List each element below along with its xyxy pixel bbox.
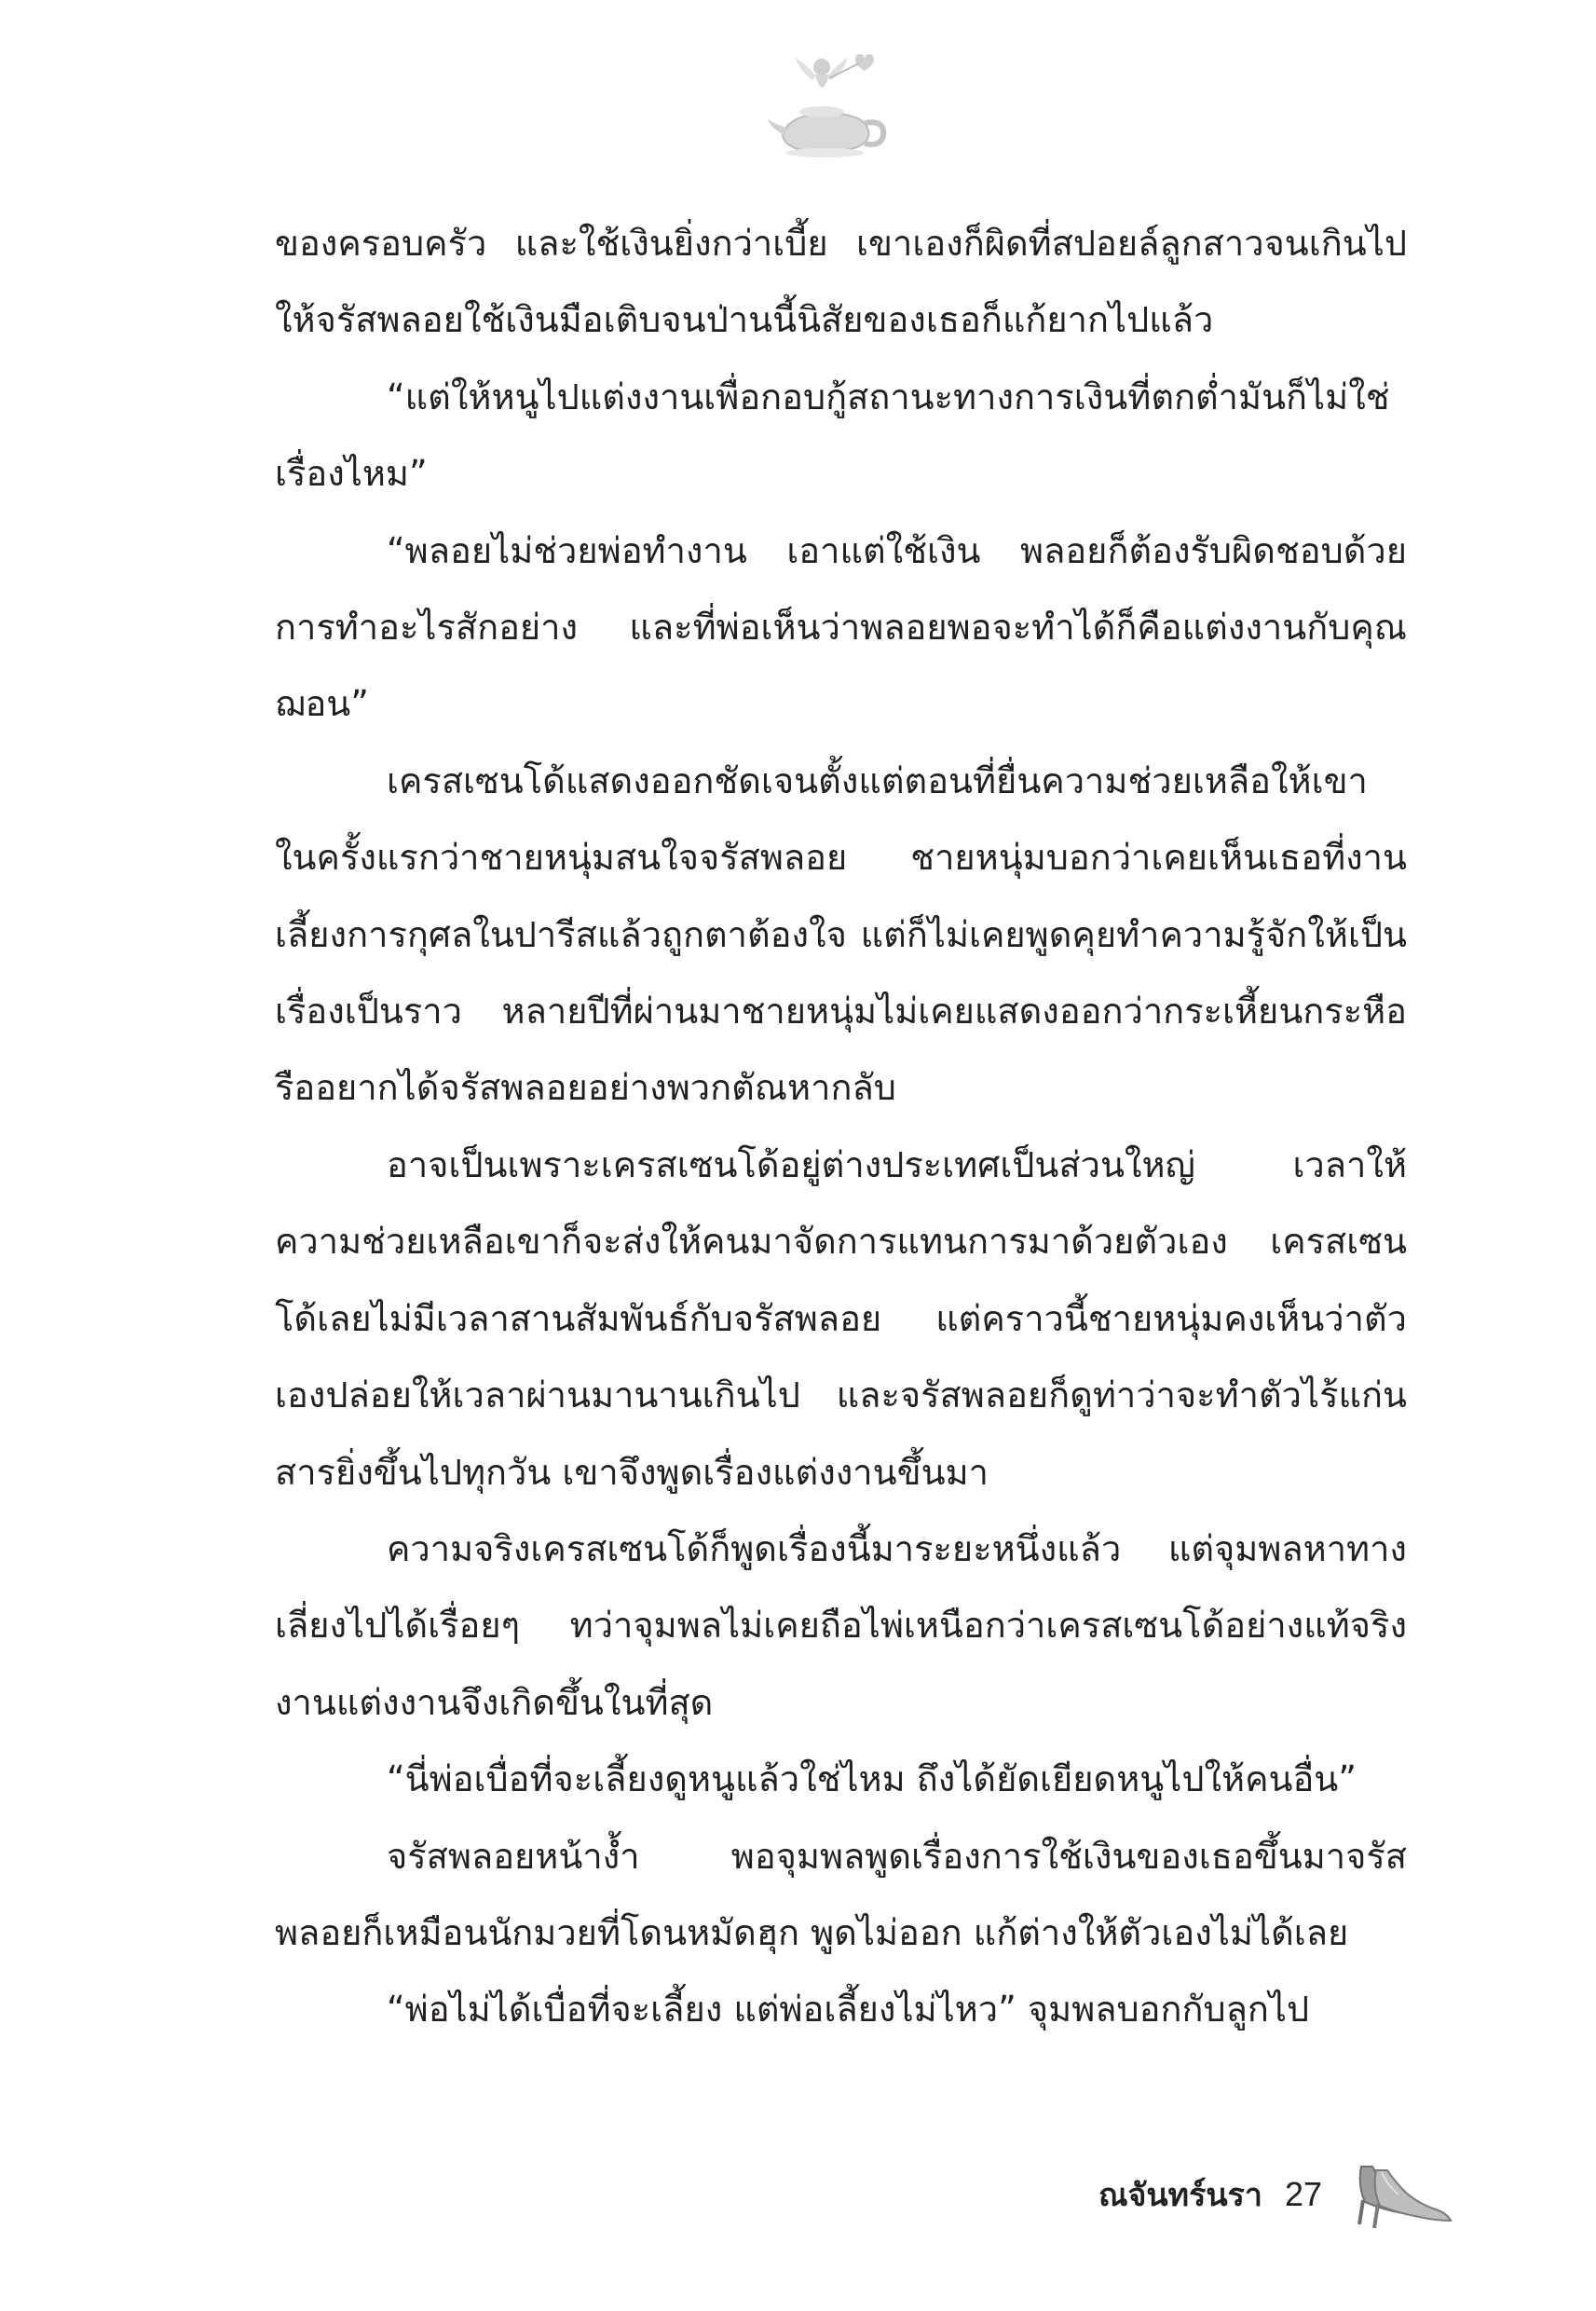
paragraph-5: อาจเป็นเพราะเครสเซนโด้อยู่ต่างประเทศเป็นส่วนใหญ่ เวลาให้ความช่วยเหลือเขาก็จะส่งให้คนมาจัดการแทนการมาด้วยตัวเอง เครสเซนโด้เลยไม่มีเวลาสานสัมพันธ์กับจรัสพลอย แต่คราวนี้ชายหนุ่มคงเห็นว่าตัวเองปล่อยให้เวลาผ่านมานานเกินไป และจรัสพลอยก็ดูท่าว่าจะทำตัวไร้แก่นสารยิ่งขึ้นไปทุกวัน เขาจึงพูดเรื่องแต่งงานขึ้นมา: [275, 1143, 1407, 1493]
paragraph-8: จรัสพลอยหน้างํ้า พอจุมพลพูดเรื่องการใช้เงินของเธอขึ้นมาจรัสพลอยก็เหมือนนักมวยที่โดนหมัดฮุก พูดไม่ออก แก้ต่างให้ตัวเองไม่ได้เลย: [275, 1835, 1407, 1953]
paragraph-3: “พลอยไม่ช่วยพ่อทำงาน เอาแต่ใช้เงิน พลอยก็ต้องรับผิดชอบด้วยการทำอะไรสักอย่าง และที่พ่อเห็นว่าพลอยพอจะทำได้ก็คือแต่งงานกับคุณฌอน”: [275, 529, 1407, 725]
paragraph-9: “พ่อไม่ได้เบื่อที่จะเลี้ยง แต่พ่อเลี้ยงไม่ไหว” จุมพลบอกกับลูกไป: [387, 1989, 1310, 2031]
body-text: [275, 205, 1407, 2143]
paragraph-7: “นี่พ่อเบื่อที่จะเลี้ยงดูหนูแล้วใช่ไหม ถึงได้ยัดเยียดหนูไปให้คนอื่น”: [387, 1758, 1357, 1800]
paragraph-4: เครสเซนโด้แสดงออกชัดเจนตั้งแต่ตอนที่ยื่นความช่วยเหลือให้เขาในครั้งแรกว่าชายหนุ่มสนใจจรัสพลอย ชายหนุ่มบอกว่าเคยเห็นเธอที่งานเลี้ยงการกุศลในปารีสแล้วถูกตาต้องใจ แต่ก็ไม่เคยพูดคุยทำความรู้จักให้เป็นเรื่องเป็นราว หลายปีที่ผ่านมาชายหนุ่มไม่เคยแสดงออกว่ากระเหี้ยนกระหือรืออยากได้จรัสพลอยอย่างพวกตัณหากลับ: [275, 759, 1407, 1109]
page-number: 27: [1284, 2175, 1322, 2213]
author-name: ณจันทร์นรา: [1098, 2177, 1262, 2214]
paragraph-6: ความจริงเครสเซนโด้ก็พูดเรื่องนี้มาระยะหนึ่งแล้ว แต่จุมพลหาทางเลี่ยงไปได้เรื่อยๆ ทว่าจุมพลไม่เคยถือไพ่เหนือกว่าเครสเซนโด้อย่างแท้จริง งานแต่งงานจึงเกิดขึ้นในที่สุด: [275, 1527, 1407, 1723]
paragraph-1: ของครอบครัว และใช้เงินยิ่งกว่าเบี้ย เขาเองก็ผิดที่สปอยล์ลูกสาวจนเกินไป ให้จรัสพลอยใช้เงินมือเติบจนป่านนี้นิสัยของเธอก็แก้ยากไปแล้ว: [275, 223, 1407, 341]
page-footer: [1098, 2153, 1456, 2236]
cupid-teapot-ornament-icon: [764, 47, 904, 168]
paragraph-2: “แต่ให้หนูไปแต่งงานเพื่อกอบกู้สถานะทางการเงินที่ตกต่ำมันก็ไม่ใช่เรื่องไหม”: [275, 376, 1390, 495]
high-heel-shoes-icon: [1344, 2157, 1456, 2232]
